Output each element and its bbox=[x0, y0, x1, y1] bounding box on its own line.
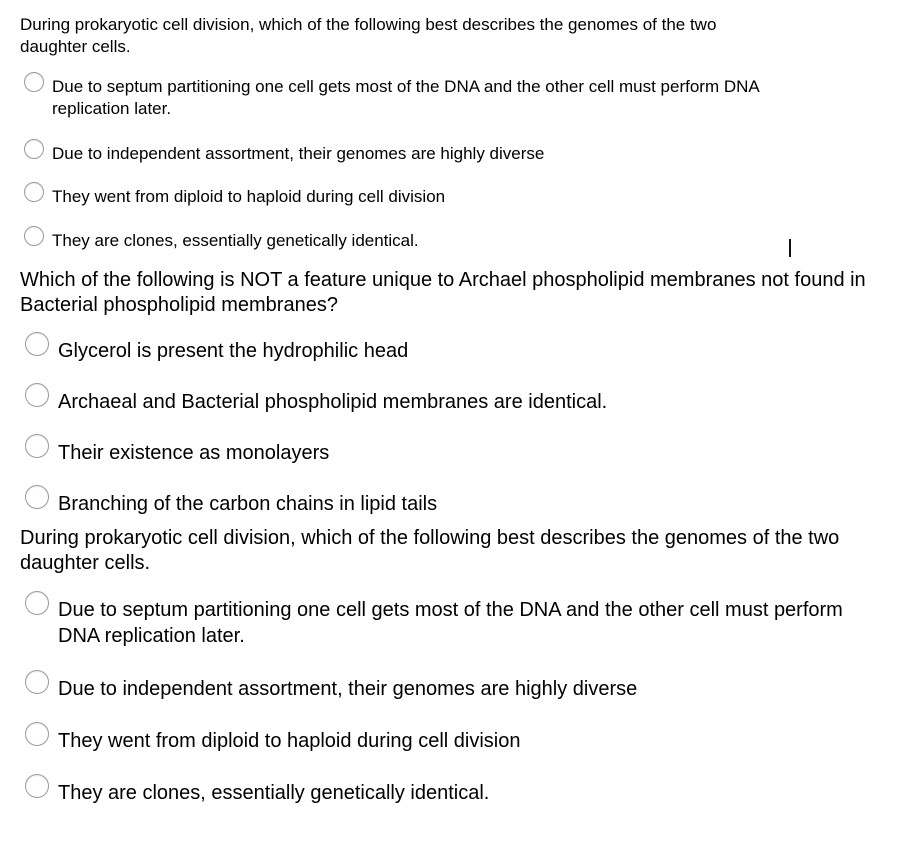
answer-option[interactable] bbox=[25, 491, 885, 517]
radio-button-icon[interactable] bbox=[24, 139, 44, 159]
answer-option[interactable] bbox=[25, 389, 885, 415]
answer-option[interactable] bbox=[25, 440, 885, 466]
radio-button-icon[interactable] bbox=[25, 774, 49, 798]
option-label: They are clones, essentially genetically identical. bbox=[58, 782, 490, 804]
answer-option[interactable] bbox=[25, 676, 885, 702]
question-text: Which of the following is NOT a feature unique to Archael phospholipid membranes not found in Bacterial phospholipid membranes? bbox=[20, 269, 866, 316]
option-label: Due to independent assortment, their genomes are highly diverse bbox=[58, 678, 638, 700]
answer-option[interactable] bbox=[24, 76, 764, 120]
radio-button-icon[interactable] bbox=[24, 182, 44, 202]
option-label: Branching of the carbon chains in lipid tails bbox=[58, 493, 438, 515]
radio-button-icon[interactable] bbox=[25, 591, 49, 615]
radio-button-icon[interactable] bbox=[25, 722, 49, 746]
answer-option[interactable] bbox=[24, 186, 764, 208]
answer-option[interactable] bbox=[24, 143, 764, 165]
question-text: During prokaryotic cell division, which of the following best describes the genomes of the two daughter cells. bbox=[20, 527, 840, 574]
answer-option[interactable] bbox=[25, 728, 885, 754]
answer-option[interactable] bbox=[24, 230, 764, 252]
answer-option[interactable] bbox=[25, 338, 885, 364]
radio-button-icon[interactable] bbox=[24, 226, 44, 246]
option-label: Archaeal and Bacterial phospholipid membranes are identical. bbox=[58, 391, 608, 413]
radio-button-icon[interactable] bbox=[25, 383, 49, 407]
answer-option[interactable] bbox=[25, 597, 885, 649]
option-label: Due to independent assortment, their genomes are highly diverse bbox=[52, 144, 545, 163]
radio-button-icon[interactable] bbox=[25, 670, 49, 694]
radio-button-icon[interactable] bbox=[24, 72, 44, 92]
option-label: Due to septum partitioning one cell gets most of the DNA and the other cell must perform DNA replication later. bbox=[58, 599, 843, 647]
radio-button-icon[interactable] bbox=[25, 485, 49, 509]
radio-button-icon[interactable] bbox=[25, 332, 49, 356]
option-label: Their existence as monolayers bbox=[58, 442, 330, 464]
option-label: Due to septum partitioning one cell gets most of the DNA and the other cell must perform DNA replication later. bbox=[52, 77, 759, 118]
radio-button-icon[interactable] bbox=[25, 434, 49, 458]
option-label: Glycerol is present the hydrophilic head bbox=[58, 340, 409, 362]
question-text: During prokaryotic cell division, which of the following best describes the genomes of the two daughter cells. bbox=[20, 15, 717, 56]
option-label: They went from diploid to haploid during cell division bbox=[58, 730, 521, 752]
option-label: They went from diploid to haploid during cell division bbox=[52, 187, 446, 206]
text-cursor-icon bbox=[789, 239, 791, 257]
option-label: They are clones, essentially genetically identical. bbox=[52, 231, 419, 250]
answer-option[interactable] bbox=[25, 780, 885, 806]
